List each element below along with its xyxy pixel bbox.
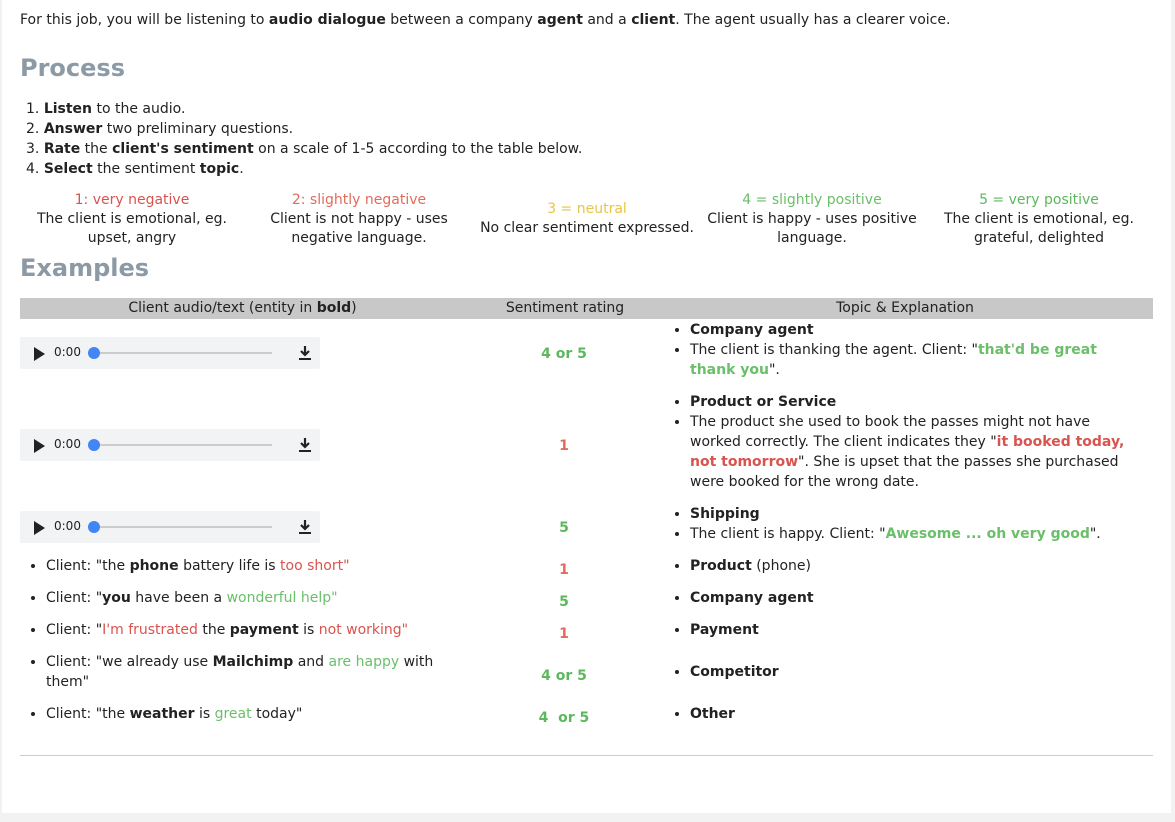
download-icon[interactable] [296, 518, 314, 536]
intro-part: . The agent usually has a clearer voice. [675, 12, 951, 28]
client-text [28, 620, 408, 640]
scale-4 [702, 191, 922, 248]
rating-value: 1 [559, 438, 569, 454]
scale-5 [934, 191, 1144, 248]
scale-desc: The client is emotional, eg. grateful, delighted [944, 211, 1134, 246]
topic-list [670, 556, 1140, 576]
page-card [2, 0, 1171, 813]
topic-list [670, 662, 1140, 682]
audio-progress-track[interactable] [92, 352, 272, 354]
topic-name: • Product (phone) [690, 556, 1140, 576]
topic-explanation: • The product she used to book the passes might not have worked correctly. The client indicates they "it booked today, not tomorrow". She is upset that the passes she purchased were booked for the wrong date. [690, 412, 1140, 492]
topic-list [670, 620, 1140, 640]
audio-time: 0:00 [54, 345, 81, 359]
download-icon[interactable] [296, 436, 314, 454]
list-item: • Client: "you have been a wonderful help" [46, 588, 338, 608]
topic-list [670, 704, 1140, 724]
topic-name: • Product or Service [690, 392, 1140, 412]
intro-part: between a company [385, 12, 538, 28]
divider [20, 755, 1153, 756]
rating-value: 4 or 5 [541, 346, 587, 362]
topic-name: • Company agent [690, 588, 1140, 608]
rating-value: 4 or 5 [541, 668, 587, 684]
topic-list [670, 588, 1140, 608]
intro-bold: client [631, 12, 676, 28]
topic-list [670, 504, 1140, 544]
rating-value: 4 or 5 [538, 710, 590, 726]
topic-name: • Other [690, 704, 1140, 724]
client-text [28, 652, 446, 692]
step-item: 1. Listen to the audio. [26, 101, 186, 117]
scale-label: 2: slightly negative [291, 192, 427, 208]
process-heading: Process [20, 54, 125, 82]
client-text [28, 588, 338, 608]
topic-name: • Competitor [690, 662, 1140, 682]
examples-heading: Examples [20, 254, 150, 282]
audio-progress-track[interactable] [92, 526, 272, 528]
intro-bold: agent [537, 12, 583, 28]
scale-3 [472, 200, 702, 238]
step-item: 2. Answer two preliminary questions. [26, 121, 294, 137]
topic-name: • Payment [690, 620, 1140, 640]
download-icon[interactable] [296, 344, 314, 362]
play-icon[interactable] [34, 521, 45, 535]
audio-player[interactable] [20, 429, 320, 461]
topic-list [670, 320, 1140, 380]
list-item: • Client: "I'm frustrated the payment is not working" [46, 620, 408, 640]
rating-value: 5 [559, 520, 569, 536]
scale-2 [264, 191, 454, 248]
scale-label: 5 = very positive [979, 192, 1099, 208]
rating-value: 1 [559, 626, 569, 642]
audio-time: 0:00 [54, 437, 81, 451]
intro-part: and a [582, 12, 632, 28]
list-item: • Client: "the weather is great today" [46, 704, 302, 724]
audio-progress-track[interactable] [92, 444, 272, 446]
intro-bold: audio dialogue [268, 12, 386, 28]
rating-value: 5 [559, 594, 569, 610]
intro-part: For this job, you will be listening to [20, 12, 269, 28]
step-item: 4. Select the sentiment topic. [26, 161, 244, 177]
client-text [28, 556, 350, 576]
audio-progress-knob[interactable] [88, 347, 100, 359]
audio-player[interactable] [20, 511, 320, 543]
column-header-client: Client audio/text (entity in bold) [128, 300, 357, 316]
topic-name: • Company agent [690, 320, 1140, 340]
audio-progress-knob[interactable] [88, 439, 100, 451]
topic-explanation: • The client is thanking the agent. Client: "that'd be great thank you". [690, 340, 1140, 380]
scale-desc: Client is happy - uses positive language. [707, 211, 917, 246]
scale-label: 3 = neutral [547, 201, 627, 217]
column-header-rating: Sentiment rating [505, 300, 625, 316]
table-header [20, 298, 1153, 319]
scale-desc: The client is emotional, eg. upset, angry [37, 211, 227, 246]
client-text [28, 704, 302, 724]
intro-text [20, 10, 950, 30]
step-item: 3. Rate the client's sentiment on a scale of 1-5 according to the table below. [26, 141, 583, 157]
topic-explanation: • The client is happy. Client: "Awesome ... oh very good". [690, 524, 1140, 544]
scale-label: 4 = slightly positive [742, 192, 882, 208]
rating-value: 1 [559, 562, 569, 578]
scale-desc: Client is not happy - uses negative language. [270, 211, 448, 246]
list-item: • Client: "we already use Mailchimp and are happy with them" [46, 652, 446, 692]
topic-name: • Shipping [690, 504, 1140, 524]
column-header-topic: Topic & Explanation [836, 300, 974, 316]
scale-desc: No clear sentiment expressed. [480, 220, 694, 236]
play-icon[interactable] [34, 347, 45, 361]
process-steps [26, 99, 582, 179]
list-item: • Client: "the phone battery life is too short" [46, 556, 350, 576]
audio-time: 0:00 [54, 519, 81, 533]
scale-label: 1: very negative [74, 192, 190, 208]
play-icon[interactable] [34, 439, 45, 453]
audio-progress-knob[interactable] [88, 521, 100, 533]
topic-list [670, 392, 1140, 492]
audio-player[interactable] [20, 337, 320, 369]
scale-1 [32, 191, 232, 248]
